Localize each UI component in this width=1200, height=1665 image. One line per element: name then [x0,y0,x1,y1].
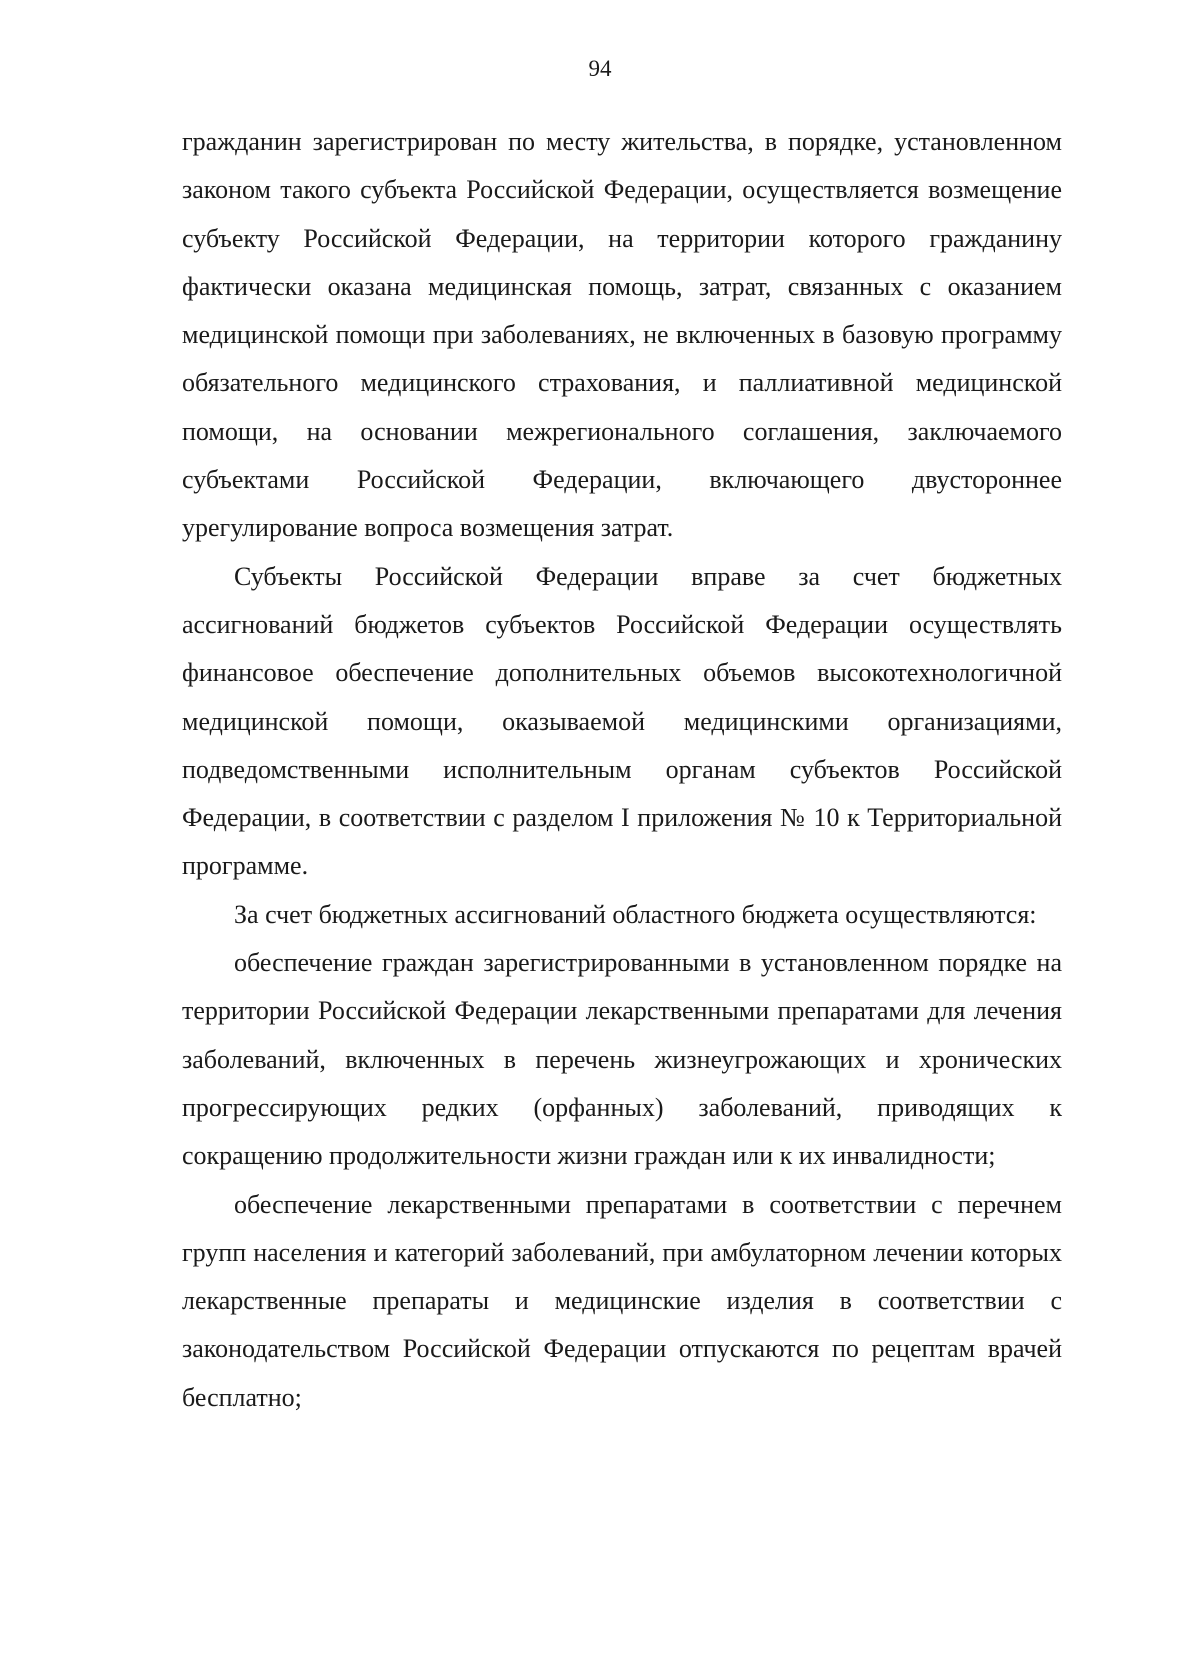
paragraph-regional-budget-intro: За счет бюджетных ассигнований областного бюджета осуществляются: [234,899,1037,929]
paragraph-continuation: гражданин зарегистрирован по месту жительства, в порядке, установленном законом такого субъекта Российской Федерации, осуществляется возмещение субъекту Российской Федерации, на территории которого гражданину фактически оказана медицинская помощь, затрат, связанных с оказанием медицинской помощи при заболеваниях, не включенных в базовую программу обязательного медицинского страхования, и паллиативной медицинской помощи, на основании межрегионального соглашения, заключаемого субъектами Российской Федерации, включающего двустороннее урегулирование вопроса возмещения затрат. [182,127,1062,543]
page-number: 94 [588,56,612,81]
paragraph-free-prescriptions: обеспечение лекарственными препаратами в соответствии с перечнем групп населения и категорий заболеваний, при амбулаторном лечении которых лекарственные препараты и медицинские изделия в соответствии с законодательством Российской Федерации отпускаются по рецептам врачей бесплатно; [182,1189,1062,1412]
document-body [182,118,1062,1422]
paragraph-orphan-drugs: обеспечение граждан зарегистрированными в установленном порядке на территории Российской Федерации лекарственными препаратами для лечения заболеваний, включенных в перечень жизнеугрожающих и хронических прогрессирующих редких (орфанных) заболеваний, приводящих к сокращению продолжительности жизни граждан или к их инвалидности; [182,948,1062,1171]
paragraph-subjects-funding: Субъекты Российской Федерации вправе за счет бюджетных ассигнований бюджетов субъектов Российской Федерации осуществлять финансовое обеспечение дополнительных объемов высокотехнологичной медицинской помощи, оказываемой медицинскими организациями, подведомственными исполнительным органам субъектов Российской Федерации, в соответствии с разделом I приложения № 10 к Территориальной программе. [182,561,1062,881]
